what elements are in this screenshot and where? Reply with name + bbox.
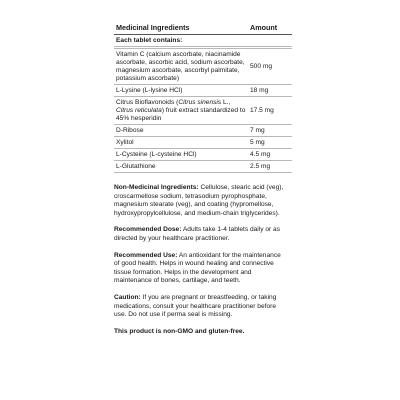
table-row	[114, 85, 292, 97]
recommended-use-text: An antioxidant for the maintenance of good health. Helps in wound healing and connective tissue formation. Helps in the development and maintenance of bones, cartilage, and teeth.	[114, 251, 281, 285]
recommended-use-label: Recommended Use:	[114, 251, 178, 259]
table-row	[114, 161, 292, 173]
non-medicinal-text: Cellulose, stearic acid (veg), croscarmellose sodium, tetrasodium pyrophosphate, magnesium stearate (veg), and coating (hypromellose, hydroxypropylcellulose, and medium-chain triglycerides).	[114, 184, 284, 217]
ingredient-name: Xylitol	[114, 137, 248, 149]
ingredient-amount: 7 mg	[248, 125, 292, 137]
ingredient-amount: 2.5 mg	[248, 161, 292, 173]
supplement-label	[114, 22, 292, 343]
ingredient-column-header: Medicinal Ingredients	[114, 22, 248, 35]
ingredient-name: L-Cysteine (L-cysteine HCl)	[114, 149, 248, 161]
caution-text: If you are pregnant or breastfeeding, or taking medications, consult your healthcare practitioner before use. Do not use if perma seal is missing.	[114, 293, 277, 319]
table-subheader: Each tablet contains:	[114, 35, 292, 47]
amount-column-header: Amount	[248, 22, 292, 35]
table-row	[114, 149, 292, 161]
recommended-use	[114, 252, 286, 286]
recommended-dose	[114, 226, 286, 243]
ingredient-name: L-Glutathione	[114, 161, 248, 173]
ingredient-name-part: ) fruit extract standardized to 45% hesperidin	[116, 106, 246, 122]
ingredients-table	[114, 22, 292, 173]
ingredient-name: Vitamin C (calcium ascorbate, niacinamide ascorbate, ascorbic acid, sodium ascorbate, magnesium ascorbate, ascorbyl palmitate, potassium ascorbate)	[114, 49, 248, 85]
ingredient-amount: 5 mg	[248, 137, 292, 149]
ingredient-name: D-Ribose	[114, 125, 248, 137]
table-row	[114, 137, 292, 149]
ingredient-name-italic: Citrus reticulata	[116, 106, 162, 114]
ingredient-amount: 18 mg	[248, 85, 292, 97]
ingredient-name-italic: Citrus sinensis	[178, 98, 222, 106]
table-subheader-row	[114, 35, 292, 47]
table-header-row	[114, 22, 292, 35]
ingredient-amount: 4.5 mg	[248, 149, 292, 161]
recommended-dose-label: Recommended Dose:	[114, 226, 182, 234]
ingredient-name: L-Lysine (L-lysine HCl)	[114, 85, 248, 97]
table-row	[114, 125, 292, 137]
ingredient-amount: 17.5 mg	[248, 97, 292, 125]
table-row	[114, 49, 292, 85]
ingredient-amount: 500 mg	[248, 49, 292, 85]
non-medicinal-ingredients	[114, 184, 286, 218]
caution	[114, 294, 286, 320]
table-row	[114, 97, 292, 125]
non-gmo-statement: This product is non-GMO and gluten-free.	[114, 327, 245, 335]
non-medicinal-label: Non-Medicinal Ingredients:	[114, 184, 199, 191]
caution-label: Caution:	[114, 293, 141, 301]
ingredient-name-part: L.,	[221, 98, 231, 106]
ingredient-name	[114, 97, 248, 125]
ingredient-name-part: Citrus Bioflavonoids (	[116, 98, 179, 106]
recommended-dose-text: Adults take 1-4 tablets daily or as directed by your healthcare practitioner.	[114, 226, 281, 242]
